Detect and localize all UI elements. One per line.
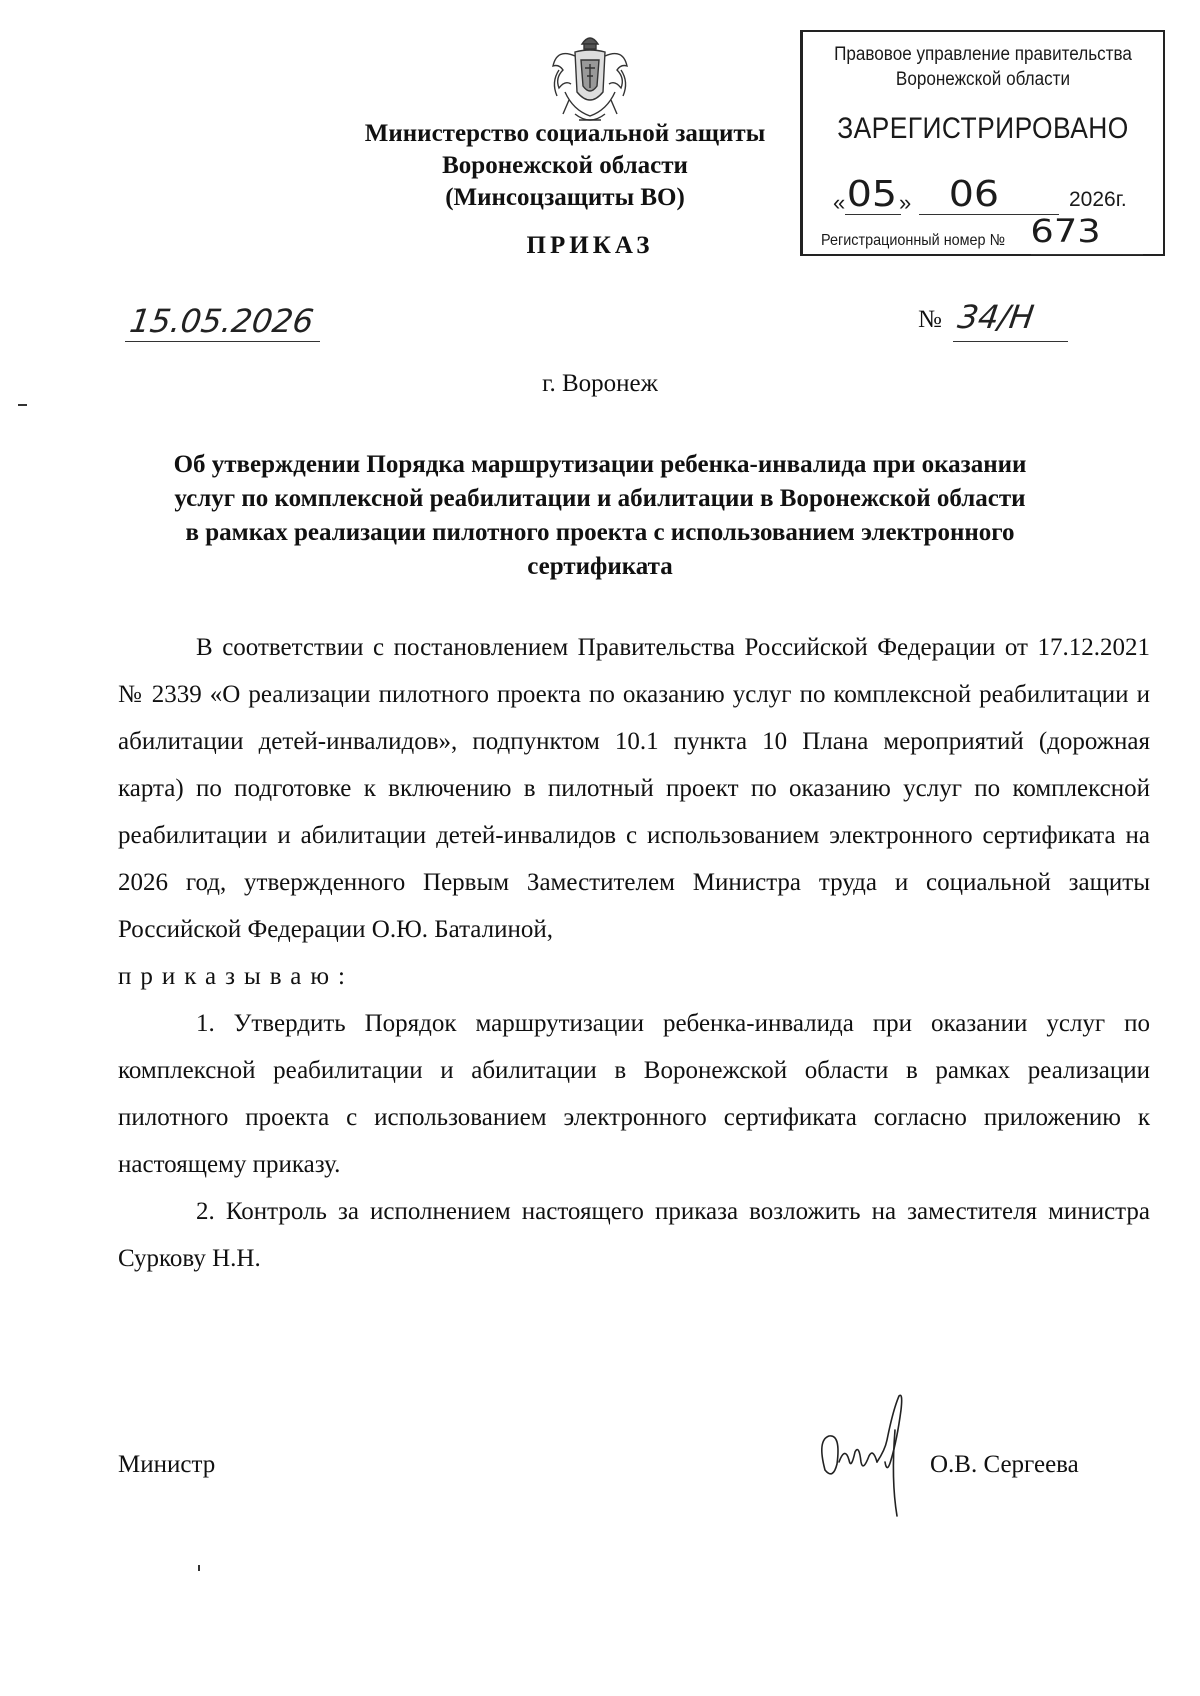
stamp-open-quote: «	[833, 190, 846, 215]
stamp-day-line	[845, 214, 901, 215]
order-number-label: №	[918, 306, 942, 333]
stamp-month: 06	[948, 174, 1000, 215]
stamp-reg-number: 673	[1030, 212, 1101, 250]
ministry-short-name: (Минсоцзащиты ВО)	[445, 184, 685, 211]
order-number: 34/Н	[955, 298, 1037, 336]
stamp-status: ЗАРЕГИСТРИРОВАНО	[837, 112, 1129, 145]
order-date-underline	[125, 341, 320, 342]
preamble-paragraph: В соответствии с постановлением Правительства Российской Федерации от 17.12.2021 № 2339 «О реализации пилотного проекта по оказанию услуг по комплексной реабилитации и абилитации детей-инвалидов», подпунктом 10.1 пункта 10 Плана мероприятий (дорожная карта) по подготовке к включению в пилотный проект по оказанию услуг по комплексной реабилитации и абилитации детей-инвалидов с использованием электронного сертификата на 2026 год, утвержденного Первым Заместителем Министра труда и социальной защиты Российской Федерации О.Ю. Баталиной,	[118, 634, 1150, 943]
stamp-year: 2026г.	[1069, 188, 1127, 211]
signatory-title: Министр	[118, 1451, 216, 1478]
order-number-underline	[953, 341, 1068, 342]
stamp-close-quote: »	[899, 190, 912, 215]
stamp-date	[833, 174, 1153, 220]
scan-speck	[18, 404, 27, 406]
stamp-reg-line	[1031, 254, 1143, 255]
stamp-day: 05	[846, 174, 898, 215]
ministry-region: Воронежской области	[442, 152, 688, 179]
stamp-organization	[821, 42, 1145, 92]
scan-speck	[198, 1565, 200, 1571]
stamp-reg-label: Регистрационный номер №	[821, 232, 1006, 249]
order-verb: приказываю:	[118, 963, 354, 990]
order-body	[118, 624, 1150, 1282]
document-type-title: ПРИКАЗ	[526, 232, 654, 259]
handwritten-signature-icon	[815, 1390, 935, 1520]
registration-stamp	[800, 30, 1165, 256]
ministry-name: Министерство социальной защиты	[364, 120, 766, 147]
order-item-1: 1. Утвердить Порядок маршрутизации ребенка-инвалида при оказании услуг по комплексной реабилитации и абилитации в Воронежской области в рамках реализации пилотного проекта с использованием электронного сертификата согласно приложению к настоящему приказу.	[118, 1010, 1150, 1178]
order-date: 15.05.2026	[127, 302, 316, 340]
signatory-name: О.В. Сергеева	[930, 1451, 1079, 1478]
stamp-org-line1: Правовое управление правительства	[834, 44, 1132, 65]
order-item-2: 2. Контроль за исполнением настоящего приказа возложить на заместителя министра Суркову Н.Н.	[118, 1198, 1150, 1272]
stamp-org-line2: Воронежской области	[895, 69, 1071, 90]
ministry-header	[330, 118, 800, 214]
city: г. Воронеж	[542, 370, 658, 397]
order-subject: Об утверждении Порядка маршрутизации ребенка-инвалида при оказании услуг по комплексной реабилитации и абилитации в Воронежской области в рамках реализации пилотного проекта с использованием электронного сертификата	[173, 451, 1027, 580]
coat-of-arms-icon	[545, 30, 635, 130]
